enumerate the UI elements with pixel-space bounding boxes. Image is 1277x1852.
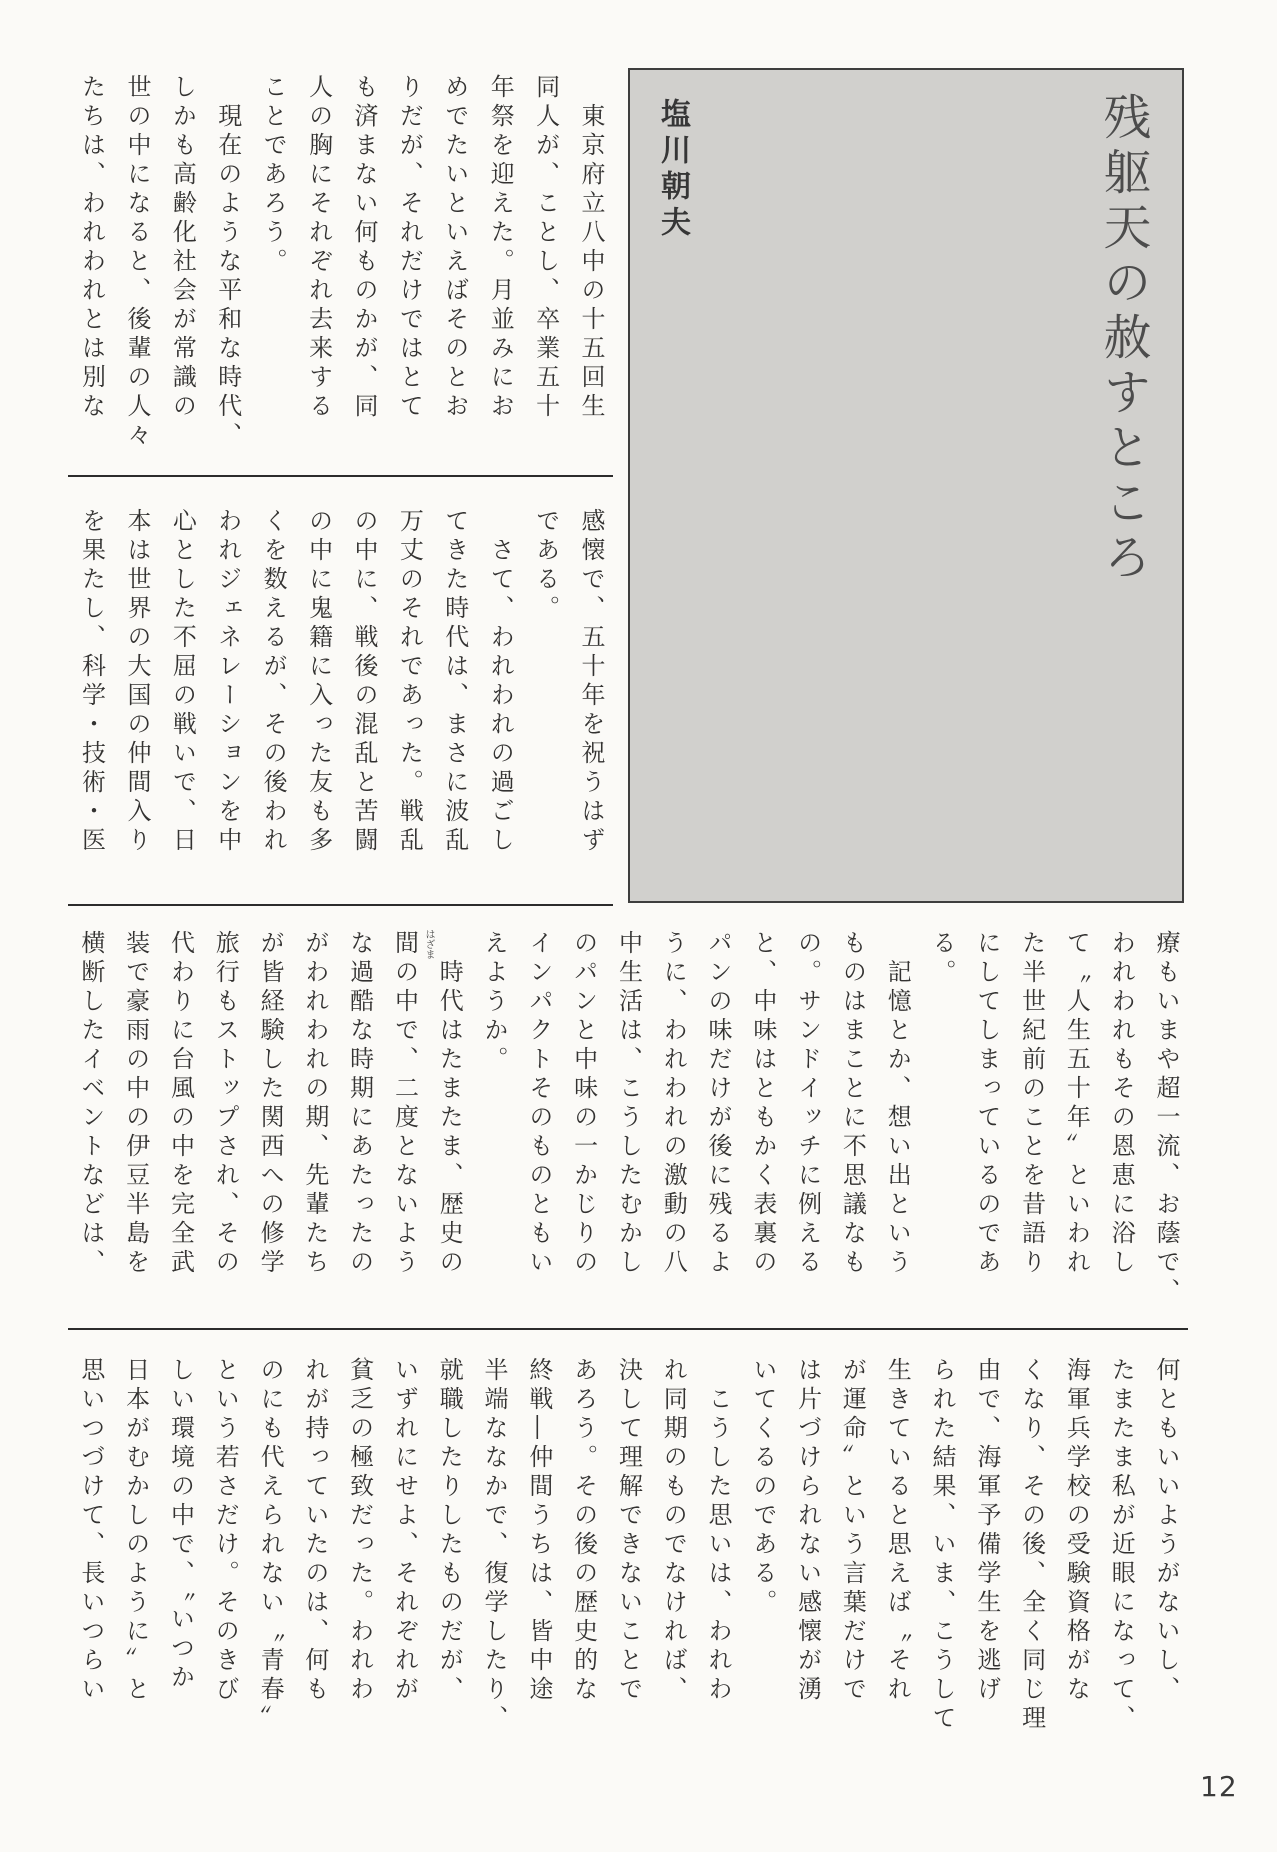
text-column: ことであろう。 [259, 74, 288, 277]
text-column: 何ともいいようがないし、 [1152, 1357, 1180, 1705]
text-column: 装で豪雨の中の伊豆半島を [121, 930, 150, 1278]
text-column: の中に鬼籍に入った友も多 [304, 508, 333, 856]
text-column: うに、われわれの激動の八 [659, 930, 688, 1278]
text-block-second [68, 508, 613, 908]
text-column: は片づけられない感懐が湧 [793, 1357, 822, 1705]
section-divider-2 [68, 904, 613, 906]
text-column: の中に、戦後の混乱と苦闘 [349, 508, 378, 856]
text-column: ものはまことに不思議なも [838, 930, 867, 1278]
text-column: がわれわれの期、先輩たち [300, 930, 329, 1278]
text-column: 日本がむかしのように〟と [121, 1357, 150, 1705]
text-column: の。サンドイッチに例える [793, 930, 822, 1278]
text-column: 感懐で、五十年を祝うはず [577, 508, 605, 856]
text-column: いずれにせよ、それぞれが [390, 1357, 419, 1705]
text-column: 海軍兵学校の受験資格がな [1062, 1357, 1091, 1705]
text-column: 世の中になると、後輩の人々 [122, 74, 151, 451]
text-column: を果たし、科学・技術・医 [77, 508, 106, 856]
text-column: 由で、海軍予備学生を逃げ [972, 1357, 1001, 1705]
text-column: 記憶とか、想い出という [883, 930, 912, 1278]
text-column: 同人が、ことし、卒業五十 [531, 74, 560, 422]
section-divider-1 [68, 475, 613, 477]
text-column: のにも代えられない〝青春〟 [256, 1357, 285, 1734]
text-column: くを数えるが、その後われ [259, 508, 288, 856]
text-column: てきた時代は、まさに波乱 [440, 508, 469, 856]
text-column: 生きていると思えば〝それ [883, 1357, 912, 1705]
section-divider-3 [68, 1328, 1188, 1330]
text-column: る。 [928, 930, 957, 988]
text-column: インパクトそのものともい [524, 930, 553, 1278]
text-column: 旅行もストップされ、その [211, 930, 240, 1278]
text-column: た半世紀前のことを昔語り [1017, 930, 1046, 1278]
text-column: 本は世界の大国の仲間入り [122, 508, 151, 856]
text-column: である。 [531, 508, 560, 624]
text-column: くなり、その後、全く同じ理 [1017, 1357, 1046, 1734]
text-column: という若さだけ。そのきび [211, 1357, 240, 1705]
text-column: いてくるのである。 [748, 1357, 777, 1618]
page-number: 12 [1200, 1770, 1238, 1803]
title-box [628, 68, 1184, 903]
text-column: れが持っていたのは、何も [300, 1357, 329, 1705]
text-column: 人の胸にそれぞれ去来する [304, 74, 333, 422]
text-column: が運命〟という言葉だけで [838, 1357, 867, 1705]
text-column: 半端ななかで、復学したり、 [480, 1357, 509, 1734]
text-column: たちは、われわれとは別な [77, 74, 106, 422]
text-block-fourth [68, 1357, 1188, 1749]
text-column: しかも高齢化社会が常識の [168, 74, 197, 422]
text-column: 中生活は、こうしたむかし [614, 930, 643, 1278]
text-column: 決して理解できないことで [614, 1357, 643, 1705]
text-column: えようか。 [480, 930, 509, 1075]
text-column: な過酷な時期にあたったの [345, 930, 374, 1278]
ruby-annotation: はざま [423, 929, 434, 959]
text-column: りだが、それだけではとて [395, 74, 424, 422]
text-column: 心とした不屈の戦いで、日 [168, 508, 197, 856]
text-column: こうした思いは、われわ [704, 1357, 733, 1705]
text-column: れ同期のものでなければ、 [659, 1357, 688, 1705]
text-column: のパンと中味の一かじりの [569, 930, 598, 1278]
text-column: られた結果、いま、こうして [928, 1357, 957, 1734]
text-column: 横断したイベントなどは、 [76, 930, 105, 1278]
text-column: われジェネレーションを中 [213, 508, 242, 856]
text-column: 貧乏の極致だった。われわ [345, 1357, 374, 1705]
text-column: めでたいといえばそのとお [440, 74, 469, 422]
text-column: て〝人生五十年〟といわれ [1062, 930, 1091, 1278]
text-column: 就職したりしたものだが、 [435, 1357, 464, 1705]
text-column: 間の中で、二度とないよう [390, 930, 419, 1278]
text-column: が皆経験した関西への修学 [256, 930, 285, 1278]
text-column: さて、われわれの過ごし [486, 508, 515, 856]
text-column: しい環境の中で、〝いつか [166, 1357, 195, 1693]
author-name: 塩川朝夫 [655, 98, 690, 242]
text-column: 療もいまや超一流、お蔭で、 [1152, 930, 1180, 1307]
text-block-opening [68, 74, 613, 494]
text-column: たまたま私が近眼になって、 [1107, 1357, 1136, 1734]
text-column: あろう。その後の歴史的な [569, 1357, 598, 1705]
text-block-third [68, 930, 1188, 1328]
text-column: にしてしまっているのであ [972, 930, 1001, 1278]
text-column: 思いつづけて、長いつらい [76, 1357, 105, 1705]
text-column: 東京府立八中の十五回生 [577, 74, 605, 422]
text-column: われわれもその恩恵に浴し [1107, 930, 1136, 1278]
text-column: 現在のような平和な時代、 [213, 74, 242, 451]
text-column: も済まない何ものかが、同 [349, 74, 378, 422]
text-column: 終戦―仲間うちは、皆中途 [524, 1357, 553, 1705]
article-title: 残躯天の赦すところ [1095, 92, 1151, 587]
text-column: 年祭を迎えた。月並みにお [486, 74, 515, 422]
text-column: と、中味はともかく表裏の [748, 930, 777, 1278]
text-column: 万丈のそれであった。戦乱 [395, 508, 424, 856]
text-column: 代わりに台風の中を完全武 [166, 930, 195, 1278]
text-column: 時代はたまたま、歴史の [435, 930, 464, 1278]
text-column: パンの味だけが後に残るよ [704, 930, 733, 1278]
